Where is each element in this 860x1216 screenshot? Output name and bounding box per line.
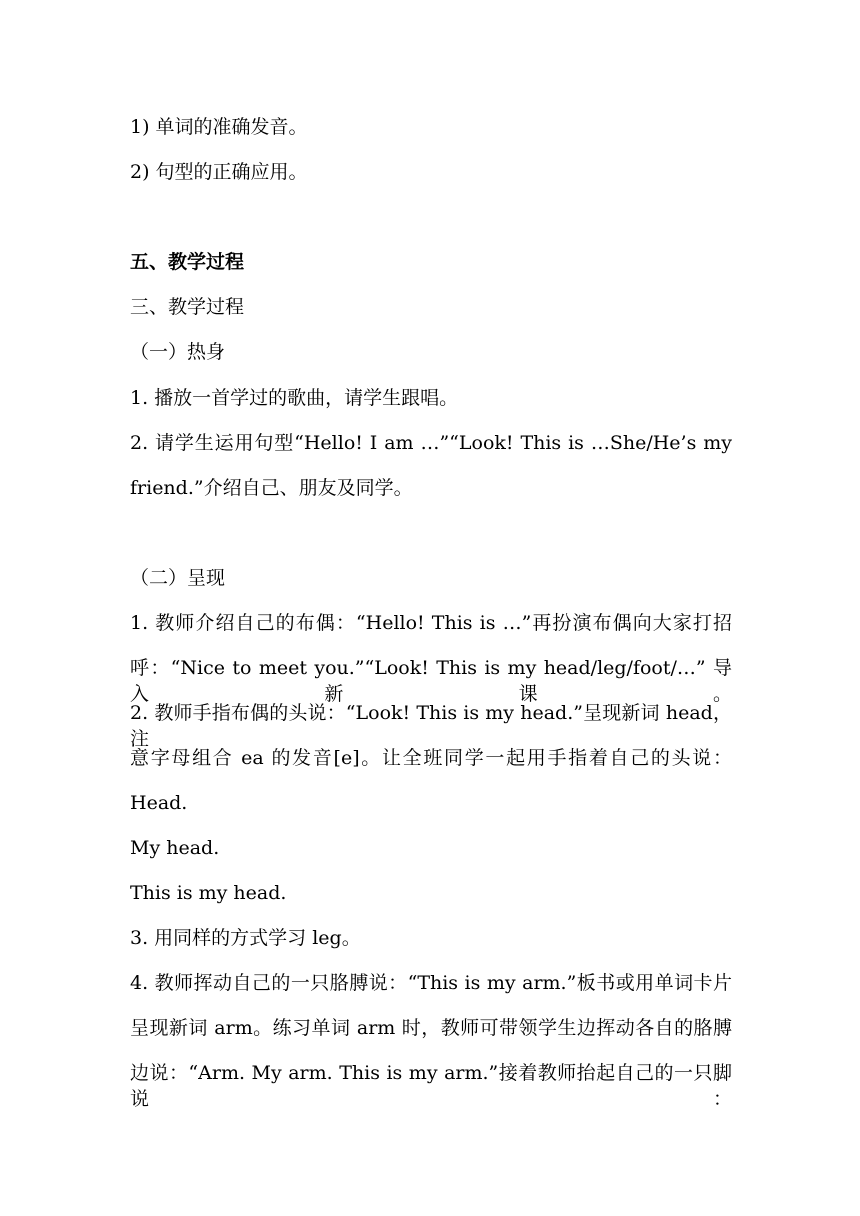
presentation-item-1-line-2: 呼：“Nice to meet you.”“Look! This is my head/leg/foot/…” 导入新课。	[130, 657, 732, 705]
presentation-item-4-line-1: 4. 教师挥动自己的一只胳膊说：“This is my arm.”板书或用单词卡片	[130, 972, 732, 994]
subsection-heading: 三、教学过程	[130, 296, 245, 318]
presentation-item-3: 3. 用同样的方式学习 leg。	[130, 927, 361, 949]
presentation-item-2-line-2: 意字母组合 ea 的发音[e]。让全班同学一起用手指着自己的头说：	[130, 747, 732, 769]
presentation-title: （二）呈现	[130, 567, 226, 589]
document-page	[130, 0, 732, 1216]
section-heading: 五、教学过程	[130, 251, 245, 273]
drill-line-3: This is my head.	[130, 882, 287, 904]
presentation-item-4-line-2: 呈现新词 arm。练习单词 arm 时，教师可带领学生边挥动各自的胳膊	[130, 1017, 732, 1039]
drill-line-1: Head.	[130, 792, 188, 814]
warmup-title: （一）热身	[130, 341, 226, 363]
warmup-item-2-line-1: 2. 请学生运用句型“Hello! I am …”“Look! This is …She/He’s my	[130, 432, 732, 454]
key-point-2: 2) 句型的正确应用。	[130, 161, 308, 183]
presentation-item-4-line-3: 边说：“Arm. My arm. This is my arm.”接着教师抬起自己的一只脚说：	[130, 1062, 732, 1110]
presentation-item-1-line-1: 1. 教师介绍自己的布偶：“Hello! This is …”再扮演布偶向大家打招	[130, 612, 732, 634]
warmup-item-2-line-2: friend.”介绍自己、朋友及同学。	[130, 477, 413, 499]
key-point-1: 1) 单词的准确发音。	[130, 116, 308, 138]
warmup-item-1: 1. 播放一首学过的歌曲，请学生跟唱。	[130, 387, 459, 409]
drill-line-2: My head.	[130, 837, 220, 859]
presentation-item-2-line-1: 2. 教师手指布偶的头说：“Look! This is my head.”呈现新词 head，注	[130, 702, 732, 750]
